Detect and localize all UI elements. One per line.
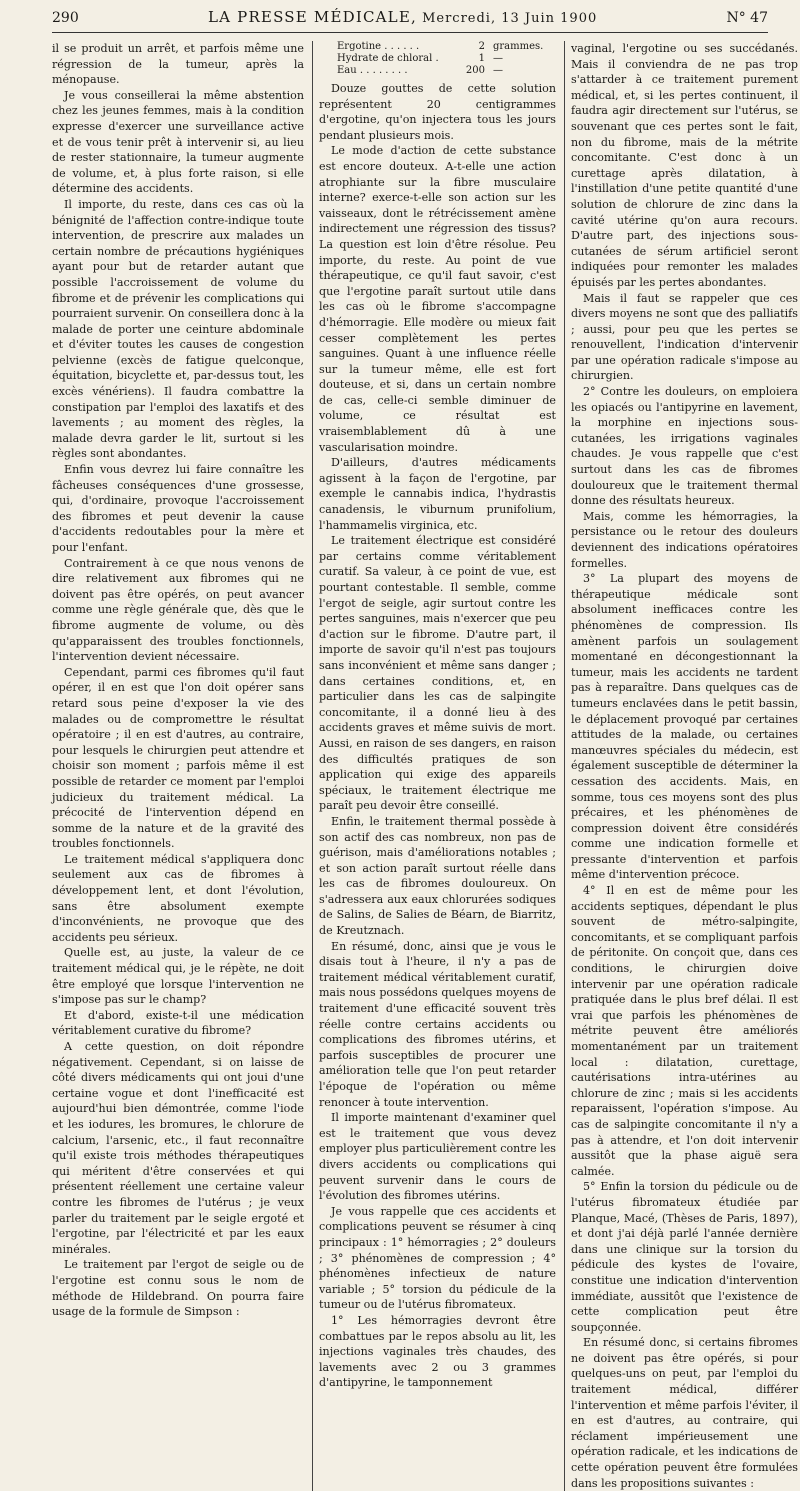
paragraph: 1° Les hémorragies devront être combattues par le repos absolu au lit, les injections vaginales très chaudes, des lavements avec 2 ou 3 grammes d'antipyrine, le tamponnement — [319, 1313, 556, 1390]
paragraph: vaginal, l'ergotine ou ses succédanés. Mais il conviendra de ne pas trop s'attarder à ce traitement purement médical, et, si les pertes continuent, il faudra agir directement sur l'utérus, se souvenant que ces pertes sont le fait, non du fibrome, mais de la métrite concomitante. C'est donc à un curettage après dilatation, à l'instillation d'une petite quantité d'une solution de chlorure de zinc dans la cavité utérine qu'on aura recours. D'autre part, des injections sous-cutanées de sérum artificiel seront indiquées pour remonter les malades épuisés par les pertes abondantes. — [571, 42, 798, 289]
masthead — [208, 8, 597, 26]
paragraph: Enfin, le traitement thermal possède à son actif des cas nombreux, non pas de guérison, mais d'améliorations notables ; et son action paraît surtout réelle dans les cas de fibromes douloureux. On s'adressera aux eaux chlorurées sodiques de Salins, de Salies de Béarn, de Biarritz, de Kreutznach. — [319, 814, 556, 938]
paragraph: Le traitement électrique est considéré par certains comme véritablement curatif. Sa valeur, à ce point de vue, est pourtant contestable. Il semble, comme l'ergot de seigle, agir surtout contre les pertes sanguines, mais n'exercer que peu d'action sur le fibrome. D'autre part, il importe de savoir qu'il n'est pas toujours sans inconvénient et même sans danger ; dans certaines conditions, et, en particulier dans les cas de salpingite concomitante, il a donné lieu à des accidents graves et même suivis de mort. Aussi, en raison de ses dangers, en raison des difficultés pratiques de son application qui exige des appareils spéciaux, le traitement électrique me paraît peu devoir être conseillé. — [319, 534, 556, 813]
formula-qty: 2 — [478, 41, 485, 52]
paragraph: Cependant, parmi ces fibromes qu'il faut opérer, il en est que l'on doit opérer sans retard sous peine d'exposer la vie des malades ou de compromettre le résultat opératoire ; il en est d'autres, au contraire, pour lesquels le chirurgien peut attendre et choisir son moment ; parfois même il est possible de retarder ce moment par l'emploi judicieux du traitement médical. La précocité de l'intervention dépend en somme de la nature et de la gravité des troubles fonctionnels. — [52, 665, 304, 851]
formula-unit: — — [493, 65, 503, 76]
page-number: 290 — [52, 10, 79, 26]
paragraph: Mais il faut se rappeler que ces divers moyens ne sont que des palliatifs ; aussi, pour peu que les pertes se renouvellent, l'indication d'intervenir par une opération radicale s'impose au chirurgien. — [571, 291, 798, 383]
issue-number: N° 47 — [726, 10, 768, 26]
paragraph: 4° Il en est de même pour les accidents septiques, dépendant le plus souvent de métro-salpingite, concomitants, et se compliquant parfois de péritonite. On conçoit que, dans ces conditions, le chirurgien doive intervenir par une opération radicale pratiquée dans le plus bref délai. Il est vrai que parfois les phénomènes de métrite peuvent être améliorés momentanément par un traitement local : dilatation, curettage, cautérisations intra-utérines au chlorure de zinc ; mais si les accidents reparaissent, l'opération s'impose. Au cas de salpingite concomitante il n'y a pas à attendre, et l'on doit intervenir aussitôt que la phase aiguë sera calmée. — [571, 884, 798, 1178]
paper-name: LA PRESSE MÉDICALE, — [207, 8, 417, 26]
paragraph: 5° Enfin la torsion du pédicule ou de l'utérus fibromateux étudiée par Planque, Macé, (Thèses de Paris, 1897), et dont j'ai déjà parlé l'année dernière dans une clinique sur la torsion du pédicule des kystes de l'ovaire, constitue une indication d'intervention immédiate, aussitôt que l'existence de cette complication peut être soupçonnée. — [571, 1180, 798, 1334]
paragraph: D'ailleurs, d'autres médicaments agissent à la façon de l'ergotine, par exemple le cannabis indica, l'hydrastis canadensis, le viburnum prunifolium, l'hammamelis virginica, etc. — [319, 456, 556, 532]
paragraph: Il importe maintenant d'examiner quel est le traitement que vous devez employer plus particulièrement contre les divers accidents ou complications qui peuvent survenir dans le cours de l'évolution des fibromes utérins. — [319, 1111, 556, 1203]
issue-date: Mercredi, 13 Juin 1900 — [422, 11, 598, 26]
text-columns — [52, 41, 798, 1491]
formula-unit: grammes. — [493, 41, 544, 52]
paragraph: Quelle est, au juste, la valeur de ce traitement médical qui, je le répète, ne doit être employé que lorsque l'intervention ne s'impose pas sur le champ? — [52, 946, 304, 1007]
formula-unit: — — [493, 53, 503, 64]
paragraph: Douze gouttes de cette solution représentent 20 centigrammes d'ergotine, qu'on injectera tous les jours pendant plusieurs mois. — [319, 82, 556, 142]
paragraph: En résumé donc, si certains fibromes ne doivent pas être opérés, si pour quelques-uns on peut, par l'emploi du traitement médical, différer l'intervention et même parfois l'éviter, il en est d'autres, au contraire, qui réclament impérieusement une opération radicale, et les indications de cette opération peuvent être formulées dans les propositions suivantes : — [571, 1336, 798, 1490]
paragraph: Enfin vous devrez lui faire connaître les fâcheuses conséquences d'une grossesse, qui, d'ordinaire, provoque l'accroissement des fibromes et peut devenir la cause d'accidents redoutables pour la mère et pour l'enfant. — [52, 463, 304, 554]
formula-row — [337, 41, 556, 53]
formula-name: Hydrate de chloral . — [337, 53, 439, 64]
paragraph: Le mode d'action de cette substance est encore douteux. A-t-elle une action atrophiante sur la fibre musculaire interne? exerce-t-elle son action sur les vaisseaux, dont le rétrécissement amène indirectement une régression des tissus? La question est loin d'être résolue. Peu importe, du reste. Au point de vue thérapeutique, ce qu'il faut savoir, c'est que l'ergotine paraît surtout utile dans les cas où le fibrome s'accompagne d'hémorragie. Elle modère ou mieux fait cesser complètement les pertes sanguines. Quant à une influence réelle sur la tumeur même, elle est fort douteuse, et si, dans un certain nombre de cas, celle-ci semble diminuer de volume, ce résultat est vraisemblablement dû à une vascularisation moindre. — [319, 144, 556, 454]
formula-name: Eau . . . . . . . . — [337, 65, 408, 76]
page-header — [52, 8, 768, 33]
column-1 — [52, 41, 304, 1491]
paragraph: Le traitement par l'ergot de seigle ou de l'ergotine est connu sous le nom de méthode de Hildebrand. On pourra faire usage de la formule de Simpson : — [52, 1258, 304, 1319]
formula-row — [337, 65, 556, 77]
paragraph: Le traitement médical s'appliquera donc seulement aux cas de fibromes à développement lent, et dont l'évolution, sans être absolument exempte d'inconvénients, ne provoque que des accidents peu sérieux. — [52, 852, 304, 944]
paragraph: il se produit un arrêt, et parfois même une régression de la tumeur, après la ménopause. — [52, 42, 304, 87]
formula-qty: 1 — [478, 53, 485, 64]
paragraph: 2° Contre les douleurs, on emploiera les opiacés ou l'antipyrine en lavement, la morphine en injections sous-cutanées, les irrigations vaginales chaudes. Je vous rappelle que c'est surtout dans les cas de fibromes douloureux que le traitement thermal donne des résultats heureux. — [571, 385, 798, 508]
simpson-formula — [337, 41, 556, 77]
paragraph: Il importe, du reste, dans ces cas où la bénignité de l'affection contre-indique toute intervention, de prescrire aux malades un certain nombre de précautions hygiéniques ayant pour but de retarder autant que possible l'accroissement de volume du fibrome et de prévenir les complications qui pourraient survenir. On conseillera donc à la malade de porter une ceinture abdominale et d'éviter toutes les causes de congestion pelvienne (excès de fatigue quelconque, équitation, bicyclette et, par-dessus tout, les excès vénériens). Il faudra combattre la constipation par l'emploi des laxatifs et des lavements ; au moment des règles, la malade devra garder le lit, surtout si les règles sont abondantes. — [52, 197, 304, 461]
paragraph: Je vous conseillerai la même abstention chez les jeunes femmes, mais à la condition expresse d'exercer une surveillance active et de vous tenir prêt à intervenir si, au lieu de rester stationnaire, la tumeur augmente de volume, et, à plus forte raison, si elle détermine des accidents. — [52, 88, 304, 196]
paragraph: En résumé, donc, ainsi que je vous le disais tout à l'heure, il n'y a pas de traitement médical véritablement curatif, mais nous possédons quelques moyens de traitement d'une efficacité souvent très réelle contre certains accidents ou complications des fibromes utérins, et parfois susceptibles de procurer une amélioration telle que l'on peut retarder l'époque de l'opération ou même renoncer à toute intervention. — [319, 939, 556, 1109]
paragraph: A cette question, on doit répondre négativement. Cependant, si on laisse de côté divers médicaments qui ont joui d'une certaine vogue et dont l'inefficacité est aujourd'hui bien démontrée, comme l'iode et les iodures, les bromures, le chlorure de calcium, l'arsenic, etc., il faut reconnaître qu'il existe trois méthodes thérapeutiques qui méritent d'être conservées et qui présentent réellement une certaine valeur contre les fibromes de l'utérus ; je veux parler du traitement par le seigle ergoté et l'ergotine, par l'électricité et par les eaux minérales. — [52, 1040, 304, 1256]
paragraph: Et d'abord, existe-t-il une médication véritablement curative du fibrome? — [52, 1008, 304, 1038]
formula-name: Ergotine . . . . . . — [337, 41, 420, 52]
formula-qty: 200 — [465, 65, 485, 76]
paragraph: 3° La plupart des moyens de thérapeutique médicale sont absolument inefficaces contre les phénomènes de compression. Ils amènent parfois un soulagement momentané en décongestionnant la tumeur, mais les accidents ne tardent pas à reparaître. Dans quelques cas de tumeurs enclavées dans le petit bassin, le déplacement provoqué par certaines attitudes de la malade, ou certaines manœuvres spéciales du médecin, est également susceptible de déterminer la cessation des accidents. Mais, en somme, tous ces moyens sont des plus précaires, et les phénomènes de compression doivent être considérés comme une indication formelle et pressante d'intervention et parfois même d'intervention précoce. — [571, 572, 798, 882]
column-2 — [312, 41, 556, 1491]
paragraph: Contrairement à ce que nous venons de dire relativement aux fibromes qui ne doivent pas être opérés, on peut avancer comme une règle générale que, dès que le fibrome augmente de volume, ou dès qu'apparaissent des troubles fonctionnels, l'intervention devient nécessaire. — [52, 556, 304, 664]
column-3 — [564, 41, 798, 1491]
paragraph: Je vous rappelle que ces accidents et complications peuvent se résumer à cinq principaux : 1° hémorragies ; 2° douleurs ; 3° phénomènes de compression ; 4° phénomènes infectieux de nature variable ; 5° torsion du pédicule de la tumeur ou de l'utérus fibromateux. — [319, 1204, 556, 1312]
column-2-text — [319, 81, 556, 1391]
paragraph: Mais, comme les hémorragies, la persistance ou le retour des douleurs deviennent des indications opératoires formelles. — [571, 509, 798, 570]
formula-row — [337, 53, 556, 65]
